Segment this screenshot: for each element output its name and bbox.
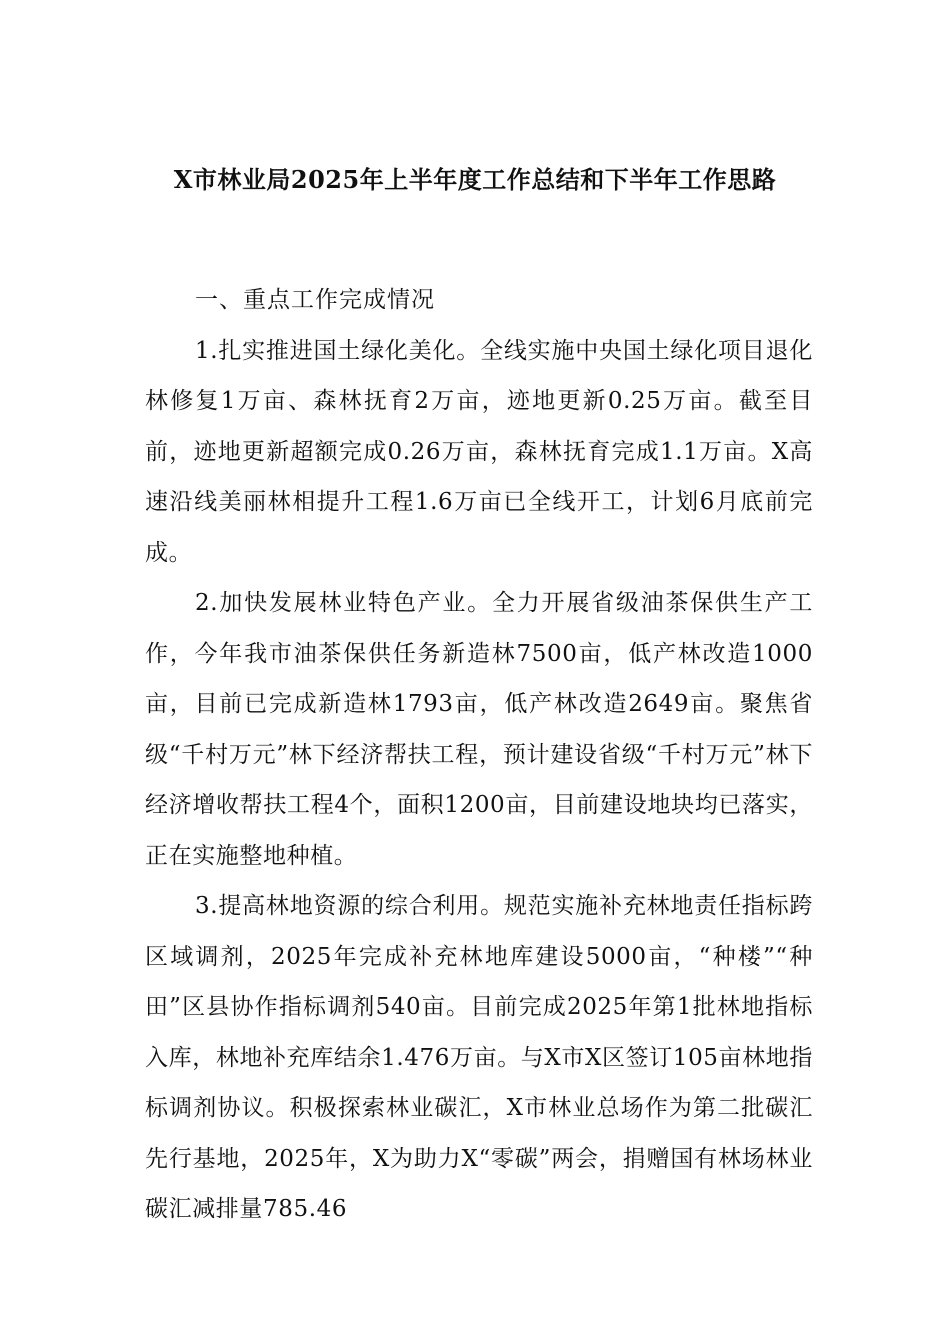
paragraph-2: 2.加快发展林业特色产业。全力开展省级油茶保供生产工作，今年我市油茶保供任务新造林7500亩，低产林改造1000亩，目前已完成新造林1793亩，低产林改造2649亩。聚焦省级“千村万元”林下经济帮扶工程，预计建设省级“千村万元”林下经济增收帮扶工程4个，面积1200亩，目前建设地块均已落实，正在实施整地种植。 xyxy=(145,590,813,869)
section-heading: 一、重点工作完成情况 xyxy=(195,287,435,313)
document-title: X市林业局2025年上半年度工作总结和下半年工作思路 xyxy=(173,165,777,194)
document-body xyxy=(145,275,813,1235)
paragraph-1: 1.扎实推进国土绿化美化。全线实施中央国土绿化项目退化林修复1万亩、森林抚育2万亩，迹地更新0.25万亩。截至目前，迹地更新超额完成0.26万亩，森林抚育完成1.1万亩。X高速沿线美丽林相提升工程1.6万亩已全线开工，计划6月底前完成。 xyxy=(145,337,813,566)
paragraph-3: 3.提高林地资源的综合利用。规范实施补充林地责任指标跨区域调剂，2025年完成补充林地库建设5000亩，“种楼”“种田”区县协作指标调剂540亩。目前完成2025年第1批林地指标入库，林地补充库结余1.476万亩。与X市X区签订105亩林地指标调剂协议。积极探索林业碳汇，X市林业总场作为第二批碳汇先行基地，2025年，X为助力X“零碳”两会，捐赠国有林场林业碳汇减排量785.46 xyxy=(145,893,813,1222)
